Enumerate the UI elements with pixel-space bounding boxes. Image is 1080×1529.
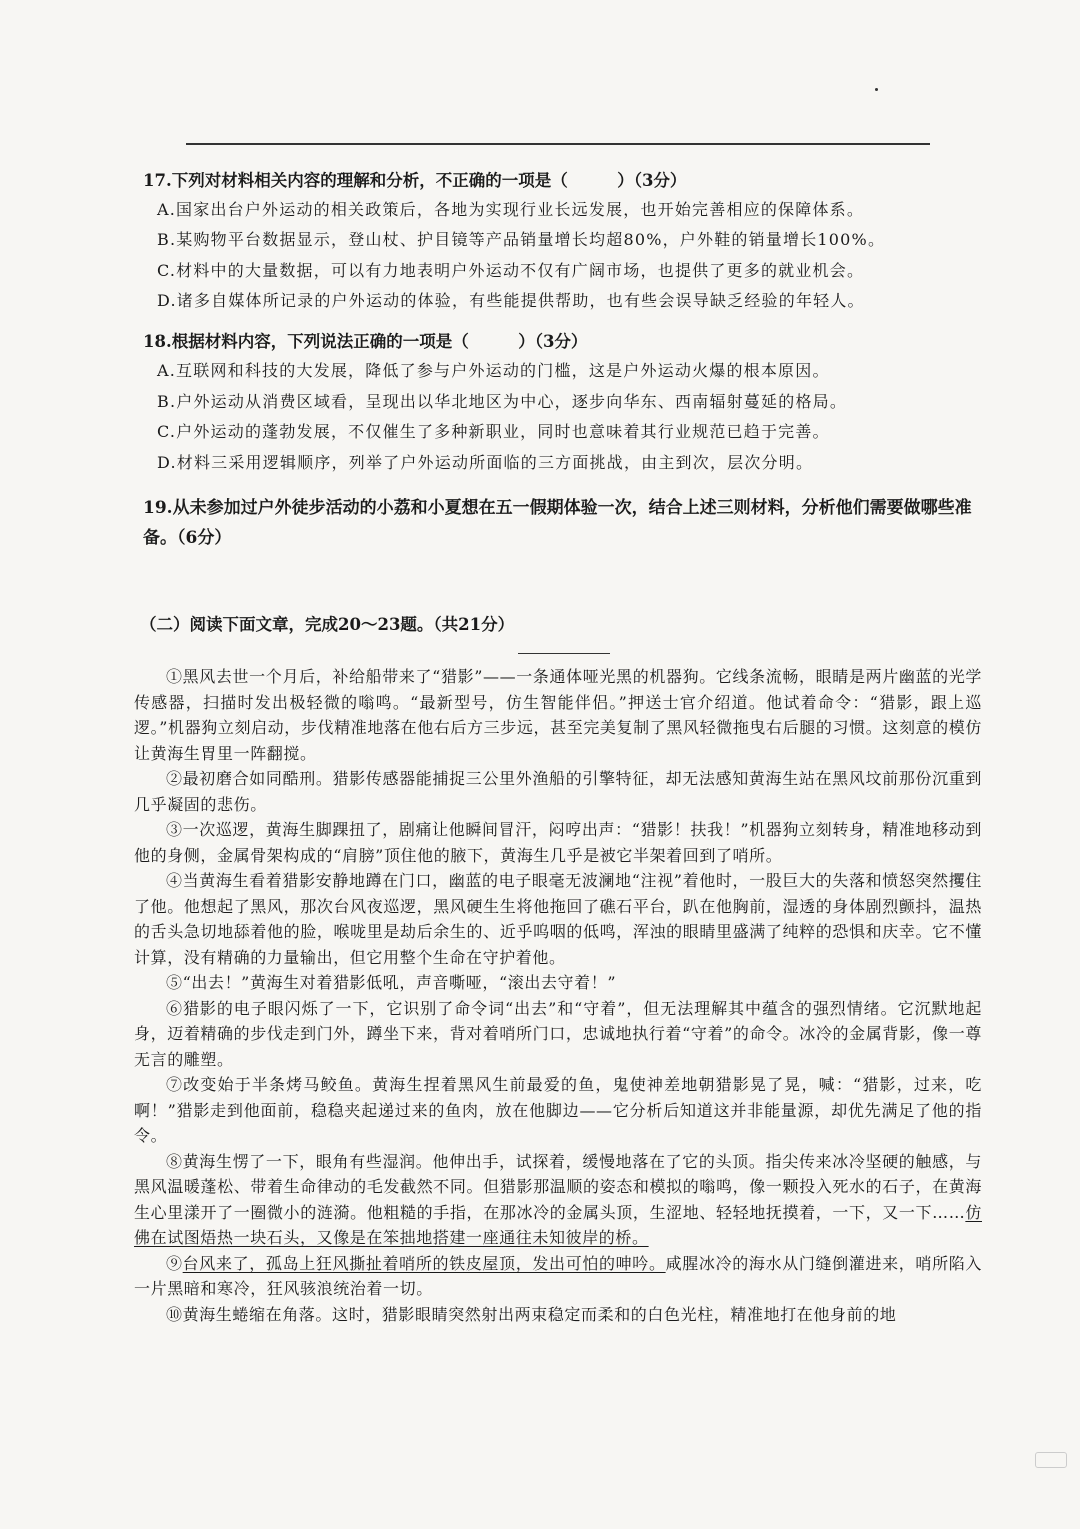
article-paragraph-9 bbox=[134, 1251, 982, 1302]
question-18-option-a: A.互联网和科技的大发展，降低了参与户外运动的门槛，这是户外运动火爆的根本原因。 bbox=[157, 361, 830, 380]
article-paragraph-6: ⑥猎影的电子眼闪烁了一下，它识别了命令词“出去”和“守着”，但无法理解其中蕴含的强烈情绪。它沉默地起身，迈着精确的步伐走到门外，蹲坐下来，背对着哨所门口，忠诚地执行着“守着”的命令。冰冷的金属背影，像一尊无言的雕塑。 bbox=[134, 998, 982, 1069]
reading-article bbox=[134, 664, 982, 1327]
article-paragraph-4: ④当黄海生看着猎影安静地蹲在门口，幽蓝的电子眼毫无波澜地“注视”着他时，一股巨大的失落和愤怒突然攫住了他。他想起了黑风，那次台风夜巡逻，黑风硬生生将他拖回了礁石平台，趴在他胸前，湿透的身体剧烈颤抖，温热的舌头急切地舔着他的脸，喉咙里是劫后余生的、近乎呜咽的低鸣，浑浊的眼睛里盛满了纯粹的恐惧和庆幸。它不懂计算，没有精确的力量输出，但它用整个生命在守护着他。 bbox=[134, 871, 982, 967]
paragraph-8-underlined: 仿佛在试图焐热一块石头，又像是在笨拙地搭建一座通往未知彼岸的桥。 bbox=[134, 1202, 982, 1247]
question-17-option-d: D.诸多自媒体所记录的户外运动的体验，有些能提供帮助，也有些会误导缺乏经验的年轻人。 bbox=[157, 291, 865, 310]
question-17-option-b: B.某购物平台数据显示，登山杖、护目镜等产品销量增长均超80%，户外鞋的销量增长100%。 bbox=[157, 230, 886, 249]
article-paragraph-1: ①黑风去世一个月后，补给船带来了“猎影”——一条通体哑光黑的机器狗。它线条流畅，眼睛是两片幽蓝的光学传感器，扫描时发出极轻微的嗡鸣。“最新型号，仿生智能伴侣。”押送士官介绍道。他试着命令：“猎影，跟上巡逻。”机器狗立刻启动，步伐精准地落在他右后方三步远，甚至完美复制了黑风轻微拖曳右后腿的习惯。这刻意的模仿让黄海生胃里一阵翻搅。 bbox=[134, 667, 982, 763]
question-17-stem: 17.下列对材料相关内容的理解和分析，不正确的一项是（ ）（3分） bbox=[143, 171, 687, 190]
section-2-rule bbox=[518, 653, 610, 654]
article-paragraph-10: ⑩黄海生蜷缩在角落。这时，猎影眼睛突然射出两束稳定而柔和的白色光柱，精准地打在他身前的地 bbox=[166, 1304, 897, 1324]
watermark-badge bbox=[1035, 1452, 1067, 1468]
question-19-stem: 19.从未参加过户外徒步活动的小荔和小夏想在五一假期体验一次，结合上述三则材料，分析他们需要做哪些准备。（6分） bbox=[143, 498, 972, 548]
article-paragraph-7: ⑦改变始于半条烤马鲛鱼。黄海生捏着黑风生前最爱的鱼，鬼使神差地朝猎影晃了晃，喊：“猎影，过来，吃啊！”猎影走到他面前，稳稳夹起递过来的鱼肉，放在他脚边——它分析后知道这并非能量源，却优先满足了他的指令。 bbox=[134, 1075, 982, 1145]
question-17-option-c: C.材料中的大量数据，可以有力地表明户外运动不仅有广阔市场，也提供了更多的就业机会。 bbox=[157, 261, 865, 280]
paragraph-8-text: ⑧黄海生愣了一下，眼角有些湿润。他伸出手，试探着，缓慢地落在了它的头顶。指尖传来冰冷坚硬的触感，与黑风温暖蓬松、带着生命律动的毛发截然不同。但猎影那温顺的姿态和模拟的嗡鸣，像一颗投入死水的石子，在黄海生心里漾开了一圈微小的涟漪。他粗糙的手指，在那冰冷的金属头顶，生涩地、轻轻地抚摸着，一下，又一下…… bbox=[134, 1151, 982, 1222]
question-18-stem: 18.根据材料内容，下列说法正确的一项是（ ）（3分） bbox=[143, 332, 588, 351]
question-18-option-d: D.材料三采用逻辑顺序，列举了户外运动所面临的三方面挑战，由主到次，层次分明。 bbox=[157, 453, 814, 472]
article-paragraph-3: ③一次巡逻，黄海生脚踝扭了，剧痛让他瞬间冒汗，闷哼出声：“猎影！扶我！”机器狗立刻转身，精准地移动到他的身侧，金属骨架构成的“肩膀”顶住他的腋下，黄海生几乎是被它半架着回到了哨所。 bbox=[134, 820, 982, 865]
paragraph-9-text: 咸腥冰冷的海水从门缝倒灌进来，哨所陷入一片黑暗和寒冷，狂风骇浪统治着一切。 bbox=[134, 1253, 982, 1298]
article-paragraph-8 bbox=[134, 1149, 982, 1251]
section-2-title: （二）阅读下面文章，完成20～23题。（共21分） bbox=[140, 615, 515, 634]
question-18-option-b: B.户外运动从消费区域看，呈现出以华北地区为中心，逐步向华东、西南辐射蔓延的格局。 bbox=[157, 392, 848, 411]
paragraph-9-underlined: 台风来了，孤岛上狂风撕扯着哨所的铁皮屋顶，发出可怕的呻吟。 bbox=[182, 1253, 666, 1273]
scan-speck bbox=[875, 88, 878, 91]
header-rule bbox=[186, 143, 930, 145]
question-17-option-a: A.国家出台户外运动的相关政策后，各地为实现行业长远发展，也开始完善相应的保障体系。 bbox=[157, 200, 865, 219]
paragraph-9-number: ⑨ bbox=[166, 1253, 183, 1273]
article-paragraph-2: ②最初磨合如同酷刑。猎影传感器能捕捉三公里外渔船的引擎特征，却无法感知黄海生站在黑风坟前那份沉重到几乎凝固的悲伤。 bbox=[134, 769, 982, 814]
article-paragraph-5: ⑤“出去！”黄海生对着猎影低吼，声音嘶哑，“滚出去守着！” bbox=[166, 973, 617, 992]
question-18-option-c: C.户外运动的蓬勃发展，不仅催生了多种新职业，同时也意味着其行业规范已趋于完善。 bbox=[157, 422, 830, 441]
